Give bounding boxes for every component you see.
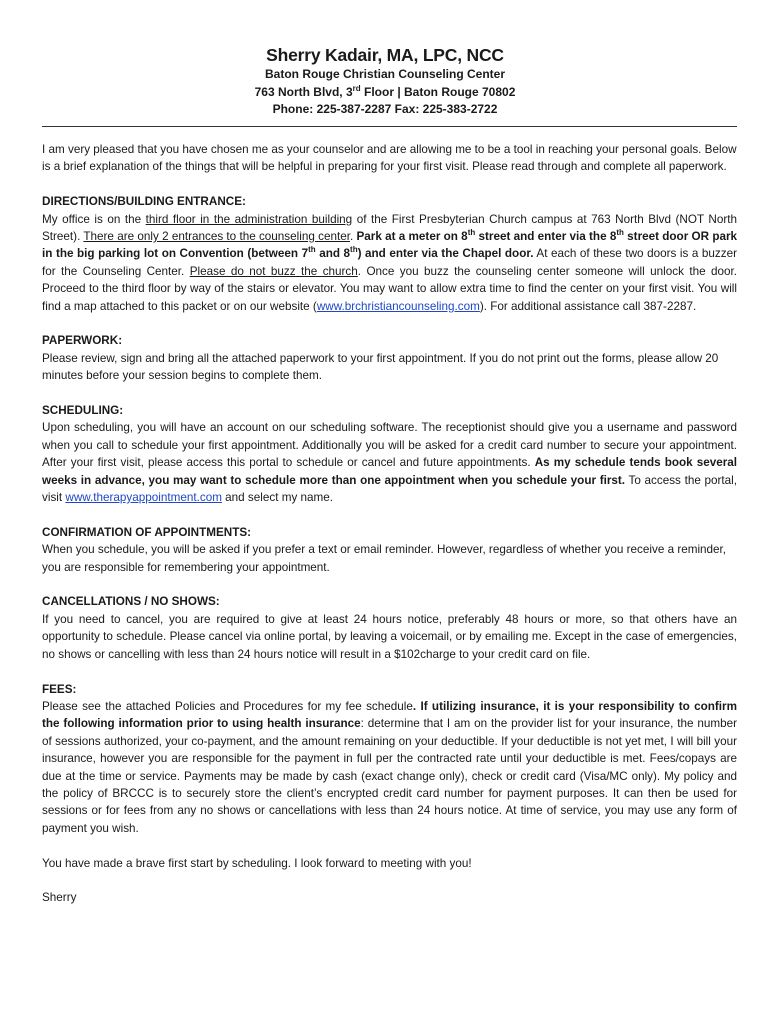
cancellations-title: CANCELLATIONS / NO SHOWS: [42, 595, 220, 609]
directions-title: DIRECTIONS/BUILDING ENTRANCE: [42, 195, 246, 209]
intro-paragraph: I am very pleased that you have chosen me as your counselor and are allowing me to be a tool in reaching your personal goals. Below is a brief explanation of the things that will be helpful in preparing for your first visit. Please read through and complete all paperwork. [42, 143, 737, 174]
contact-numbers: Phone: 225-387-2287 Fax: 225-383-2722 [272, 102, 498, 116]
paperwork-section: PAPERWORK: Please review, sign and bring all the attached paperwork to your first appointment. If you do not print out the forms, please allow 20 minutes before your session begins to complete them. [42, 332, 737, 384]
website-link[interactable]: www.brchristiancounseling.com [316, 299, 480, 313]
cancellations-section: CANCELLATIONS / NO SHOWS: If you need to cancel, you are required to give at least 24 hours notice, preferably 48 hours or more, so that others have an opportunity to schedule. Please cancel via online portal, by leaving a voicemail, or by emailing me. Except in the case of emergencies, no shows or cancelling with less than 24 hours notice will result in a $102charge to your credit card on file. [42, 595, 737, 661]
letterhead [0, 44, 770, 119]
center-address: 763 North Blvd, 3rd Floor | Baton Rouge 70802 [254, 83, 516, 99]
directions-section: DIRECTIONS/BUILDING ENTRANCE: My office is on the third floor in the administration building of the First Presbyterian Church campus at 763 North Blvd (NOT North Street). There are only 2 entrances to the counseling center. Park at a meter on 8th street and enter via the 8th street door OR park in the big parking lot on Convention (between 7th and 8th) and enter via the Chapel door. At each of these two doors is a buzzer for the Counseling Center. Please do not buzz the church. Once you buzz the counseling center someone will unlock the door. Proceed to the third floor by way of the stairs or elevator. You may want to allow extra time to find the center on your first visit. You will find a map attached to this packet or on our website (www.brchristiancounseling.com). For additional assistance call 387-2287. [42, 195, 738, 313]
scheduling-title: SCHEDULING: [42, 404, 124, 418]
confirmation-title: CONFIRMATION OF APPOINTMENTS: [42, 525, 252, 539]
confirmation-section: CONFIRMATION OF APPOINTMENTS: When you schedule, you will be asked if you prefer a text or email reminder. However, regardless of whether you receive a reminder, you are responsible for remembering your appointment. [42, 524, 737, 576]
closing-paragraph: You have made a brave first start by scheduling. I look forward to meeting with you! [42, 856, 472, 870]
signature: Sherry [42, 891, 77, 905]
fees-title: FEES: [42, 682, 77, 696]
counselor-name: Sherry Kadair, MA, LPC, NCC [266, 45, 504, 65]
portal-link[interactable]: www.therapyappointment.com [65, 491, 222, 505]
fees-section: FEES: Please see the attached Policies and Procedures for my fee schedule. If utilizing insurance, it is your responsibility to confirm the following information prior to using health insurance: determine that I am on the provider list for your insurance, the number of sessions authorized, your co-payment, and the amount remaining on your deductible. If your deductible is not yet met, I will bill your insurance, however you are responsible for the payment in full per the contracted rate until your deductible is met. Fees/copays are due at the time or service. Payments may be made by cash (exact change only), check or credit card (Visa/MC only). My policy and the policy of BRCCC is to securely store the client’s encrypted credit card number for payment purposes. It can then be used for sessions or for fees from any no shows or cancellations with less than 24 hours notice. At time of service, you may use any form of payment you wish. [42, 682, 737, 835]
paperwork-title: PAPERWORK: [42, 334, 123, 348]
letter-body [42, 141, 737, 924]
header-divider [42, 126, 737, 127]
scheduling-section: SCHEDULING: Upon scheduling, you will have an account on our scheduling software. The receptionist should give you a username and password when you call to schedule your first appointment. Additionally you will be asked for a credit card number to secure your appointment. After your first visit, please access this portal to schedule or cancel and future appointments. As my schedule tends book several weeks in advance, you may want to schedule more than one appointment when you schedule your first. To access the portal, visit www.therapyappointment.com and select my name. [42, 404, 738, 505]
center-name: Baton Rouge Christian Counseling Center [264, 67, 505, 81]
